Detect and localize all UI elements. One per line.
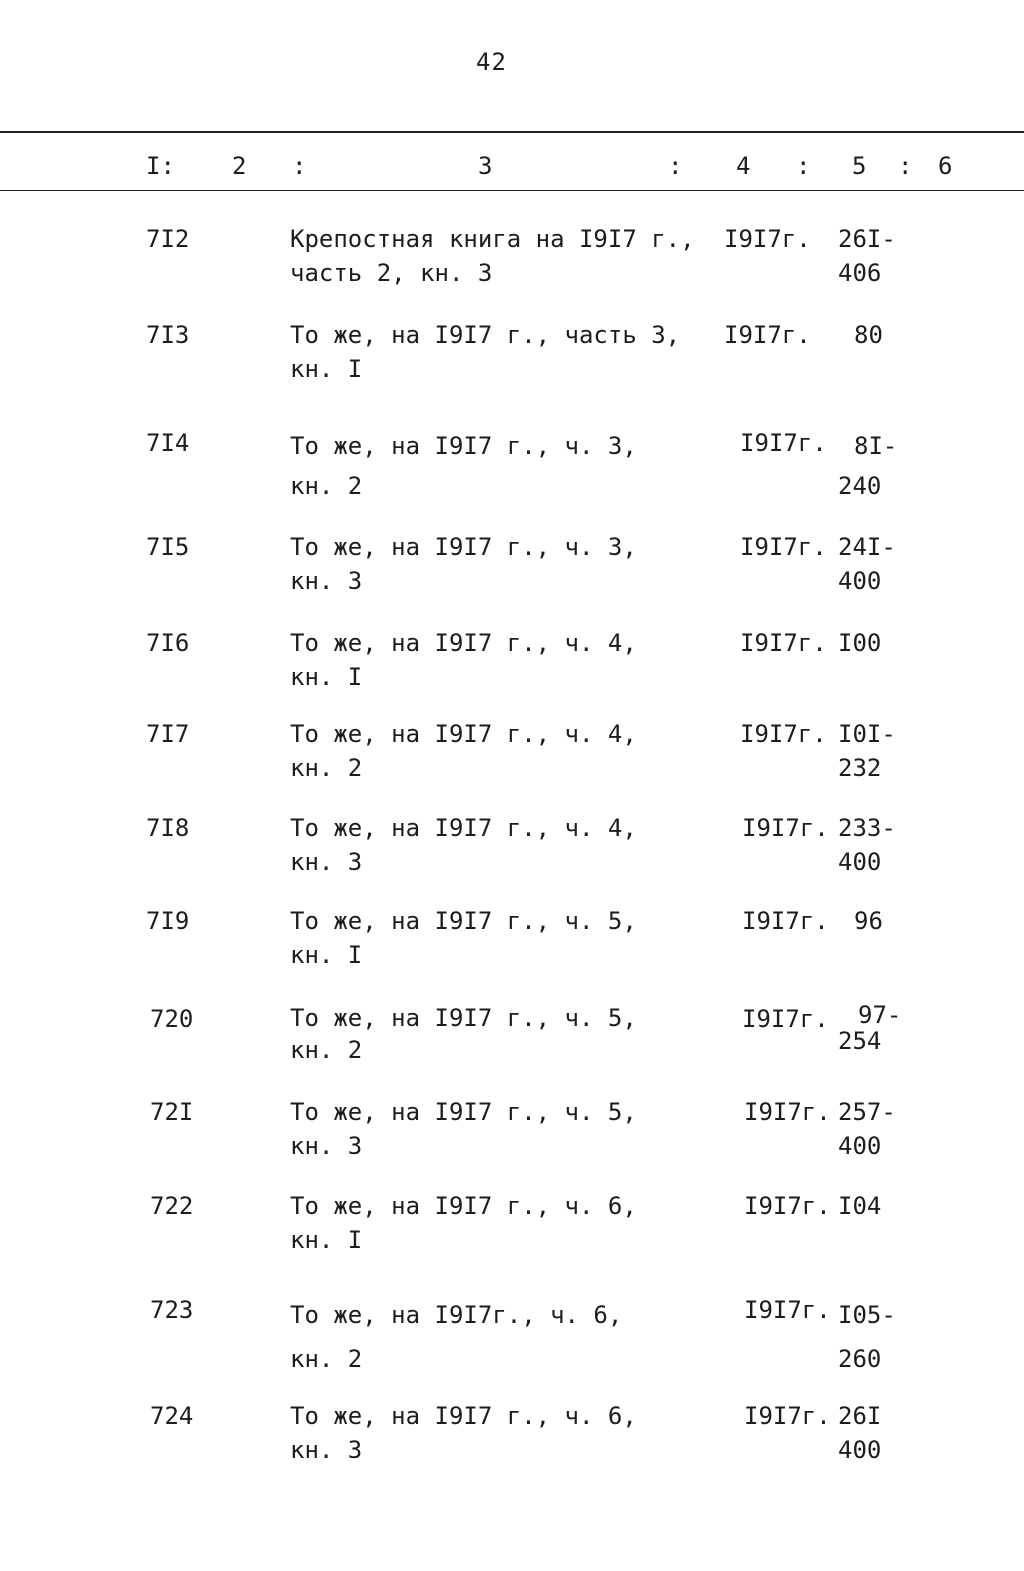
description-line: То же, на I9I7 г., ч. 5, — [290, 907, 637, 935]
sheets-line: I0I- — [838, 720, 896, 748]
sheets-line: 400 — [838, 848, 882, 876]
sheets-line: 400 — [838, 1436, 882, 1464]
description-line: кн. 3 — [290, 848, 363, 876]
sheets-line: 257- — [838, 1098, 896, 1126]
item-date: I9I7г. — [744, 1192, 831, 1220]
description-line: То же, на I9I7 г., ч. 6, — [290, 1192, 637, 1220]
item-description — [290, 626, 710, 694]
item-number: 72I — [150, 1098, 194, 1126]
item-description — [290, 222, 710, 290]
description-line: То же, на I9I7 г., ч. 4, — [290, 720, 637, 748]
sheets-line: I04 — [838, 1192, 882, 1220]
sheets-line: 80 — [854, 321, 883, 349]
item-description — [290, 904, 710, 972]
description-line: То же, на I9I7 г., ч. 5, — [290, 1098, 637, 1126]
sheets-line: 26I- — [838, 225, 896, 253]
description-line: часть 2, кн. 3 — [290, 259, 493, 287]
item-description — [290, 1002, 710, 1066]
description-line: То же, на I9I7г., ч. 6, — [290, 1301, 623, 1329]
header-sep-3: : — [796, 152, 811, 180]
sheets-line: I00 — [838, 629, 882, 657]
item-date: I9I7г. — [742, 814, 829, 842]
description-line: То же, на I9I7 г., ч. 3, — [290, 533, 637, 561]
item-sheets — [838, 1002, 928, 1054]
item-date: I9I7г. — [744, 1402, 831, 1430]
item-date: I9I7г. — [740, 629, 827, 657]
item-date: I9I7г. — [744, 1296, 831, 1324]
item-sheets — [838, 1399, 928, 1467]
item-number: 723 — [150, 1296, 194, 1324]
item-sheets — [838, 530, 928, 598]
item-number: 722 — [150, 1192, 194, 1220]
description-line: кн. I — [290, 1226, 363, 1254]
item-sheets — [838, 222, 928, 290]
sheets-line: 260 — [838, 1345, 882, 1373]
sheets-line: 8I- — [854, 432, 898, 460]
sheets-line: 232 — [838, 754, 882, 782]
header-col-1: I: — [146, 152, 175, 180]
description-line: кн. 2 — [290, 754, 363, 782]
sheets-line: 26I — [838, 1402, 882, 1430]
description-line: То же, на I9I7 г., ч. 4, — [290, 629, 637, 657]
description-line: кн. 3 — [290, 567, 363, 595]
header-sep-1: : — [292, 152, 307, 180]
item-number: 7I2 — [146, 225, 190, 253]
sheets-line: I05- — [838, 1301, 896, 1329]
header-col-3: 3 — [478, 152, 493, 180]
table-top-rule — [0, 131, 1024, 133]
sheets-line: 97- — [858, 1001, 902, 1029]
description-line: То же, на I9I7 г., ч. 5, — [290, 1004, 637, 1032]
item-sheets — [838, 1189, 928, 1223]
item-number: 7I5 — [146, 533, 190, 561]
header-col-5: 5 — [852, 152, 867, 180]
item-number: 7I7 — [146, 720, 190, 748]
item-description — [290, 1189, 710, 1257]
description-line: кн. I — [290, 941, 363, 969]
sheets-line: 406 — [838, 259, 882, 287]
description-line: То же, на I9I7 г., ч. 4, — [290, 814, 637, 842]
item-date: I9I7г. — [742, 1005, 829, 1033]
item-number: 7I4 — [146, 429, 190, 457]
sheets-line: 400 — [838, 1132, 882, 1160]
item-number: 7I3 — [146, 321, 190, 349]
item-sheets — [838, 318, 928, 352]
item-sheets — [838, 1095, 928, 1163]
description-line: То же, на I9I7 г., ч. 6, — [290, 1402, 637, 1430]
description-line: кн. 2 — [290, 472, 363, 500]
item-description — [290, 426, 710, 506]
description-line: кн. 2 — [290, 1036, 363, 1064]
header-col-6: 6 — [938, 152, 953, 180]
description-line: Крепостная книга на I9I7 г., — [290, 225, 695, 253]
item-description — [290, 1293, 710, 1381]
description-line: То же, на I9I7 г., часть 3, — [290, 321, 681, 349]
sheets-line: 240 — [838, 472, 882, 500]
item-number: 720 — [150, 1005, 194, 1033]
item-sheets — [838, 626, 928, 660]
item-sheets — [838, 904, 928, 938]
table-header-rule — [0, 190, 1024, 191]
description-line: кн. 3 — [290, 1132, 363, 1160]
item-date: I9I7г. — [724, 321, 811, 349]
item-description — [290, 717, 710, 785]
description-line: кн. 2 — [290, 1345, 363, 1373]
item-date: I9I7г. — [742, 907, 829, 935]
description-line: кн. I — [290, 355, 363, 383]
item-date: I9I7г. — [740, 429, 827, 457]
item-description — [290, 811, 710, 879]
sheets-line: 400 — [838, 567, 882, 595]
item-description — [290, 1095, 710, 1163]
item-description — [290, 1399, 710, 1467]
description-line: То же, на I9I7 г., ч. 3, — [290, 432, 637, 460]
item-number: 7I9 — [146, 907, 190, 935]
item-description — [290, 318, 710, 386]
item-date: I9I7г. — [744, 1098, 831, 1126]
item-date: I9I7г. — [740, 533, 827, 561]
item-number: 7I6 — [146, 629, 190, 657]
sheets-line: 233- — [838, 814, 896, 842]
item-number: 724 — [150, 1402, 194, 1430]
item-date: I9I7г. — [740, 720, 827, 748]
header-sep-4: : — [898, 152, 913, 180]
description-line: кн. 3 — [290, 1436, 363, 1464]
page-number: 42 — [476, 48, 507, 76]
sheets-line: 24I- — [838, 533, 896, 561]
item-number: 7I8 — [146, 814, 190, 842]
sheets-line: 254 — [838, 1027, 882, 1055]
item-sheets — [838, 1293, 928, 1381]
item-sheets — [838, 717, 928, 785]
sheets-line: 96 — [854, 907, 883, 935]
item-sheets — [838, 426, 928, 506]
item-sheets — [838, 811, 928, 879]
header-col-2: 2 — [232, 152, 247, 180]
item-description — [290, 530, 710, 598]
header-col-4: 4 — [736, 152, 751, 180]
item-date: I9I7г. — [724, 225, 811, 253]
description-line: кн. I — [290, 663, 363, 691]
header-sep-2: : — [668, 152, 683, 180]
